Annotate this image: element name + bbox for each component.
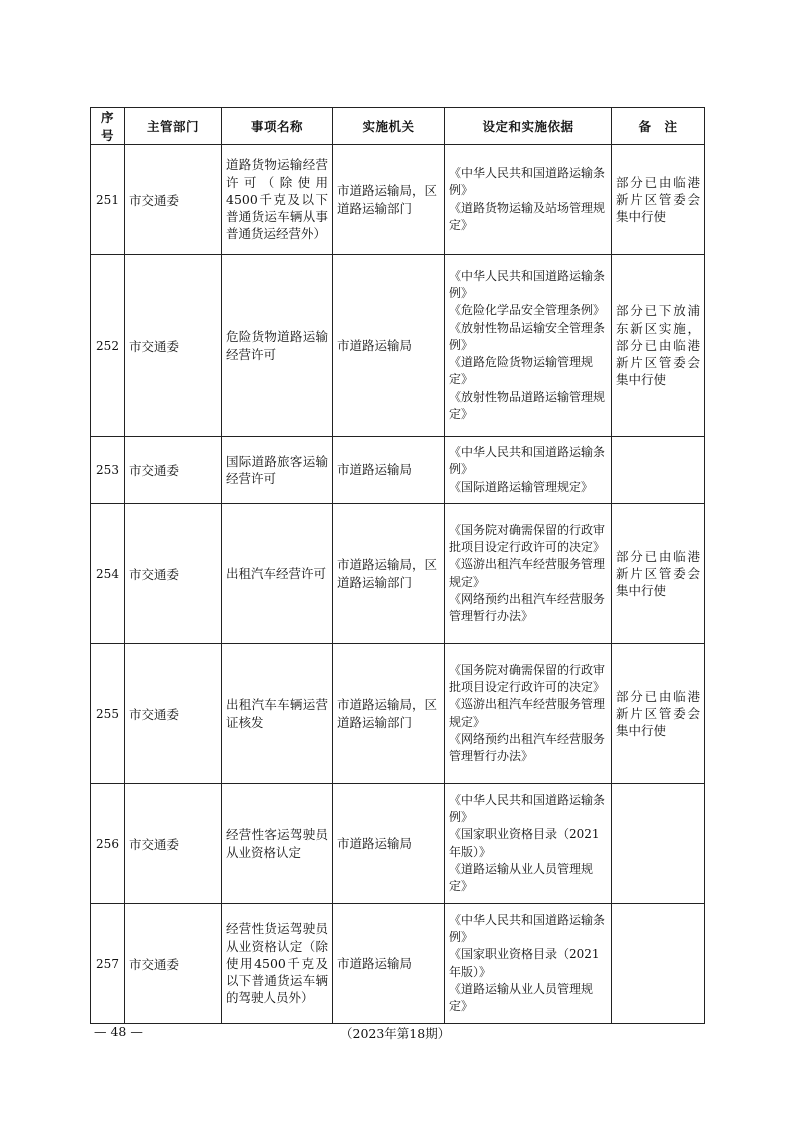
- header-note: 备 注: [612, 108, 705, 145]
- row-department: 市交通委: [125, 504, 222, 644]
- row-item-name: 国际道路旅客运输经营许可: [222, 437, 333, 504]
- legal-basis-entry: 《网络预约出租汽车经营服务管理暂行办法》: [449, 591, 606, 623]
- row-department: 市交通委: [125, 904, 222, 1024]
- row-agency: 市道路运输局，区道路运输部门: [333, 504, 445, 644]
- row-number: 253: [91, 437, 125, 504]
- legal-basis-entry: 《网络预约出租汽车经营服务管理暂行办法》: [449, 731, 606, 763]
- row-number: 255: [91, 644, 125, 784]
- row-note: 部分已由临港新片区管委会集中行使: [612, 504, 705, 644]
- page-number: — 48 —: [94, 1024, 143, 1039]
- row-legal-basis: [445, 255, 612, 437]
- legal-basis-entry: 《国家职业资格目录（2021年版）》: [449, 947, 600, 979]
- header-basis: 设定和实施依据: [445, 108, 612, 145]
- table-row: [91, 504, 705, 644]
- legal-basis-entry: 《中华人民共和国道路运输条例》: [449, 166, 606, 198]
- table-row: [91, 644, 705, 784]
- row-number: 254: [91, 504, 125, 644]
- table-row: [91, 904, 705, 1024]
- legal-basis-entry: 《道路货物运输及站场管理规定》: [449, 200, 606, 232]
- permit-table: [90, 107, 705, 1024]
- row-note: [612, 904, 705, 1024]
- row-legal-basis: [445, 145, 612, 255]
- row-item-name: 经营性客运驾驶员从业资格认定: [222, 784, 333, 904]
- row-agency: 市道路运输局: [333, 784, 445, 904]
- legal-basis-entry: 《道路运输从业人员管理规定》: [449, 981, 594, 1013]
- legal-basis-entry: 《巡游出租汽车经营服务管理规定》: [449, 697, 606, 729]
- table-row: [91, 145, 705, 255]
- header-dept: 主管部门: [125, 108, 222, 145]
- row-note: 部分已由临港新片区管委会集中行使: [612, 145, 705, 255]
- issue-label: （2023年第18期）: [340, 1026, 451, 1041]
- table-header-row: [91, 108, 705, 145]
- legal-basis-entry: 《国务院对确需保留的行政审批项目设定行政许可的决定》: [449, 662, 606, 695]
- legal-basis-entry: 《危险化学品安全管理条例》: [449, 303, 606, 318]
- row-number: 257: [91, 904, 125, 1024]
- row-note: 部分已由临港新片区管委会集中行使: [612, 644, 705, 784]
- row-agency: 市道路运输局: [333, 904, 445, 1024]
- page-footer: [90, 1024, 704, 1044]
- legal-basis-entry: 《中华人民共和国道路运输条例》: [449, 912, 606, 945]
- row-legal-basis: [445, 504, 612, 644]
- row-department: 市交通委: [125, 145, 222, 255]
- table-row: [91, 255, 705, 437]
- legal-basis-entry: 《中华人民共和国道路运输条例》: [449, 445, 606, 477]
- row-department: 市交通委: [125, 784, 222, 904]
- legal-basis-entry: 《国家职业资格目录（2021年版）》: [449, 827, 600, 859]
- header-agency: 实施机关: [333, 108, 445, 145]
- row-note: [612, 437, 705, 504]
- table-row: [91, 437, 705, 504]
- legal-basis-entry: 《放射性物品道路运输管理规定》: [449, 389, 606, 421]
- row-department: 市交通委: [125, 255, 222, 437]
- row-item-name: 出租汽车经营许可: [222, 504, 333, 644]
- row-legal-basis: [445, 784, 612, 904]
- row-agency: 市道路运输局: [333, 437, 445, 504]
- legal-basis-entry: 《中华人民共和国道路运输条例》: [449, 269, 606, 301]
- row-item-name: 出租汽车车辆运营证核发: [222, 644, 333, 784]
- legal-basis-entry: 《国务院对确需保留的行政审批项目设定行政许可的决定》: [449, 522, 606, 555]
- row-agency: 市道路运输局: [333, 255, 445, 437]
- row-item-name: 危险货物道路运输经营许可: [222, 255, 333, 437]
- row-legal-basis: [445, 904, 612, 1024]
- legal-basis-entry: 《中华人民共和国道路运输条例》: [449, 792, 606, 825]
- row-note: 部分已下放浦东新区实施，部分已由临港新片区管委会集中行使: [612, 255, 705, 437]
- legal-basis-entry: 《放射性物品运输安全管理条例》: [449, 320, 606, 352]
- row-note: [612, 784, 705, 904]
- row-item-name: 经营性货运驾驶员从业资格认定（除使用4500千克及以下普通货运车辆的驾驶人员外）: [222, 904, 333, 1024]
- legal-basis-entry: 《道路危险货物运输管理规定》: [449, 355, 594, 387]
- header-no: 序号: [91, 108, 125, 145]
- row-number: 252: [91, 255, 125, 437]
- row-agency: 市道路运输局，区道路运输部门: [333, 145, 445, 255]
- row-item-name: 道路货物运输经营许可（除使用4500千克及以下普通货运车辆从事普通货运经营外）: [222, 145, 333, 255]
- row-department: 市交通委: [125, 437, 222, 504]
- row-number: 251: [91, 145, 125, 255]
- table-row: [91, 784, 705, 904]
- legal-basis-entry: 《巡游出租汽车经营服务管理规定》: [449, 557, 606, 589]
- row-agency: 市道路运输局，区道路运输部门: [333, 644, 445, 784]
- header-name: 事项名称: [222, 108, 333, 145]
- row-legal-basis: [445, 644, 612, 784]
- row-number: 256: [91, 784, 125, 904]
- legal-basis-entry: 《国际道路运输管理规定》: [449, 479, 594, 494]
- row-legal-basis: [445, 437, 612, 504]
- row-department: 市交通委: [125, 644, 222, 784]
- legal-basis-entry: 《道路运输从业人员管理规定》: [449, 861, 594, 893]
